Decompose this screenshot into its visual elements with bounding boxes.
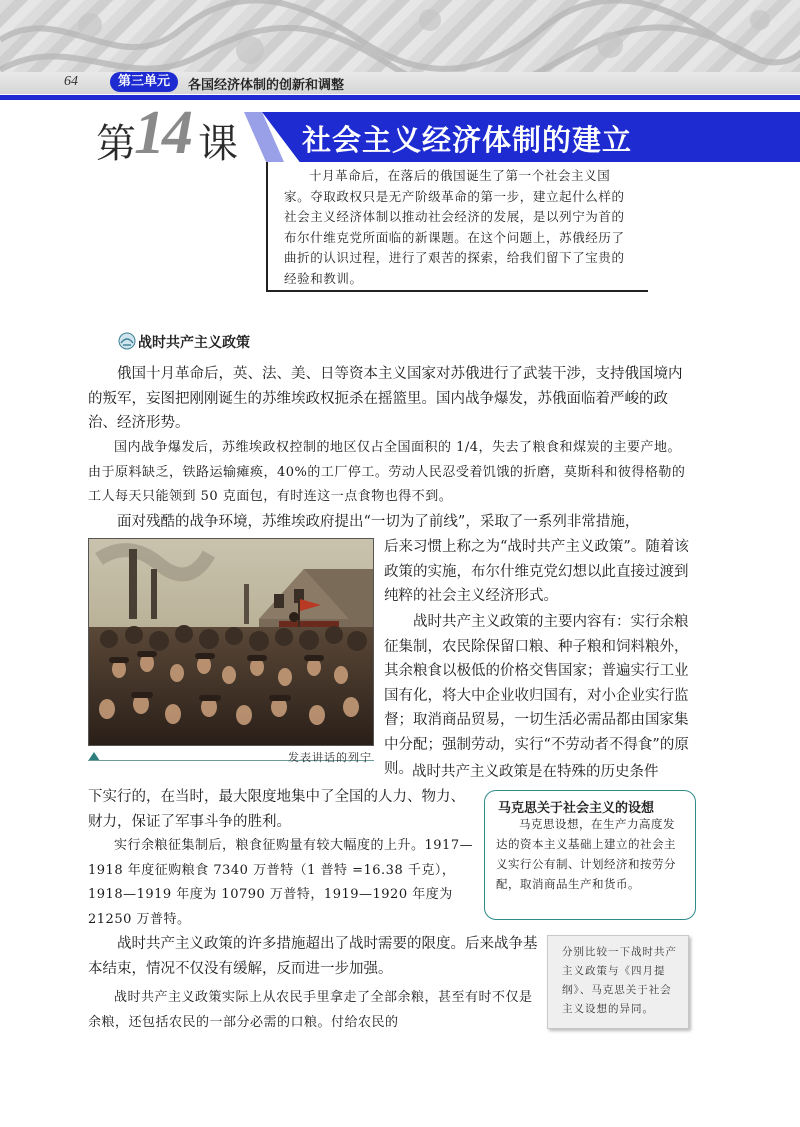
lenin-speech-illustration	[88, 538, 374, 746]
paragraph-4: 战时共产主义政策的主要内容有：实行余粮征集制，农民除保留口粮、种子粮和饲料粮外，其余粮食以极低的价格交售国家；普遍实行工业国有化，将大中企业收归国有，对小企业实行监督；取消商品贸易，一切生活必需品都由国家集中分配；强制劳动，实行“不劳动者不得食”的原则。	[384, 614, 689, 777]
unit-title: 各国经济体制的创新和调整	[188, 78, 345, 93]
paragraph-5-line1: 战时共产主义政策是在特殊的历史条件	[412, 764, 659, 780]
section-emblem-icon	[118, 332, 136, 354]
lesson-number: 14	[134, 99, 190, 167]
sidebar-box-text: 马克思设想，在生产力高度发达的资本主义基础上建立的社会主义实行公有制、计划经济和按劳分配，取消商品生产和货币。	[496, 817, 676, 891]
paragraph-2: 国内战争爆发后，苏维埃政权控制的地区仅占全国面积的 1/4，失去了粮食和煤炭的主要产地。由于原料缺乏，铁路运输瘫痪，40%的工厂停工。劳动人民忍受着饥饿的折磨，莫斯科和彼得格勒的工人每天只能领到 50 克面包，有时连这一点食物也得不到。	[88, 440, 686, 504]
paragraph-3: 后来习惯上称之为“战时共产主义政策”。随着该政策的实施，布尔什维克党幻想以此直接过渡到纯粹的社会主义经济形式。	[384, 539, 689, 604]
sidebar-box-title: 马克思关于社会主义的设想	[498, 801, 655, 816]
paragraph-5: 下实行的，在当时，最大限度地集中了全国的人力、物力、财力，保证了军事斗争的胜利。	[88, 789, 465, 830]
section-title: 战时共产主义政策	[138, 335, 250, 351]
paragraph-8: 战时共产主义政策实际上从农民手里拿走了全部余粮，甚至有时不仅是余粮，还包括农民的一部分必需的口粮。付给农民的	[88, 990, 533, 1030]
paragraph-3-line1: 面对残酷的战争环境，苏维埃政府提出“一切为了前线”，采取了一系列非常措施，	[117, 514, 640, 530]
header-rule	[0, 95, 800, 100]
page-number: 64	[64, 74, 78, 89]
lesson-title: 社会主义经济体制的建立	[302, 123, 633, 157]
unit-badge: 第三单元	[110, 72, 178, 92]
think-note-text: 分别比较一下战时共产主义政策与《四月提纲》、马克思关于社会主义设想的异同。	[562, 946, 677, 1015]
intro-text: 十月革命后，在落后的俄国诞生了第一个社会主义国家。夺取政权只是无产阶级革命的第一步，建立起什么样的社会主义经济体制以推动社会经济的发展，是以列宁为首的布尔什维克党所面临的新课题。在这个问题上，苏俄经历了曲折的认识过程，进行了艰苦的探索，给我们留下了宝贵的经验和教训。	[284, 168, 625, 286]
lesson-prefix: 第	[96, 121, 136, 167]
lesson-suffix: 课	[198, 121, 238, 167]
paragraph-7: 战时共产主义政策的许多措施超出了战时需要的限度。后来战争基本结束，情况不仅没有缓解，反而进一步加强。	[88, 936, 538, 977]
paragraph-1: 俄国十月革命后，英、法、美、日等资本主义国家对苏俄进行了武装干涉，支持俄国境内的叛军，妄图把刚刚诞生的苏维埃政权扼杀在摇篮里。国内战争爆发，苏俄面临着严峻的政治、经济形势。	[88, 366, 683, 431]
paragraph-6: 实行余粮征集制后，粮食征购量有较大幅度的上升。1917—1918 年度征购粮食 7340 万普特（1 普特 =16.38 千克），1918—1919 年度为 10790 万普特，1919—1920 年度为 21250 万普特。	[88, 838, 474, 927]
figure-caption: 发表讲话的列宁	[288, 751, 372, 764]
